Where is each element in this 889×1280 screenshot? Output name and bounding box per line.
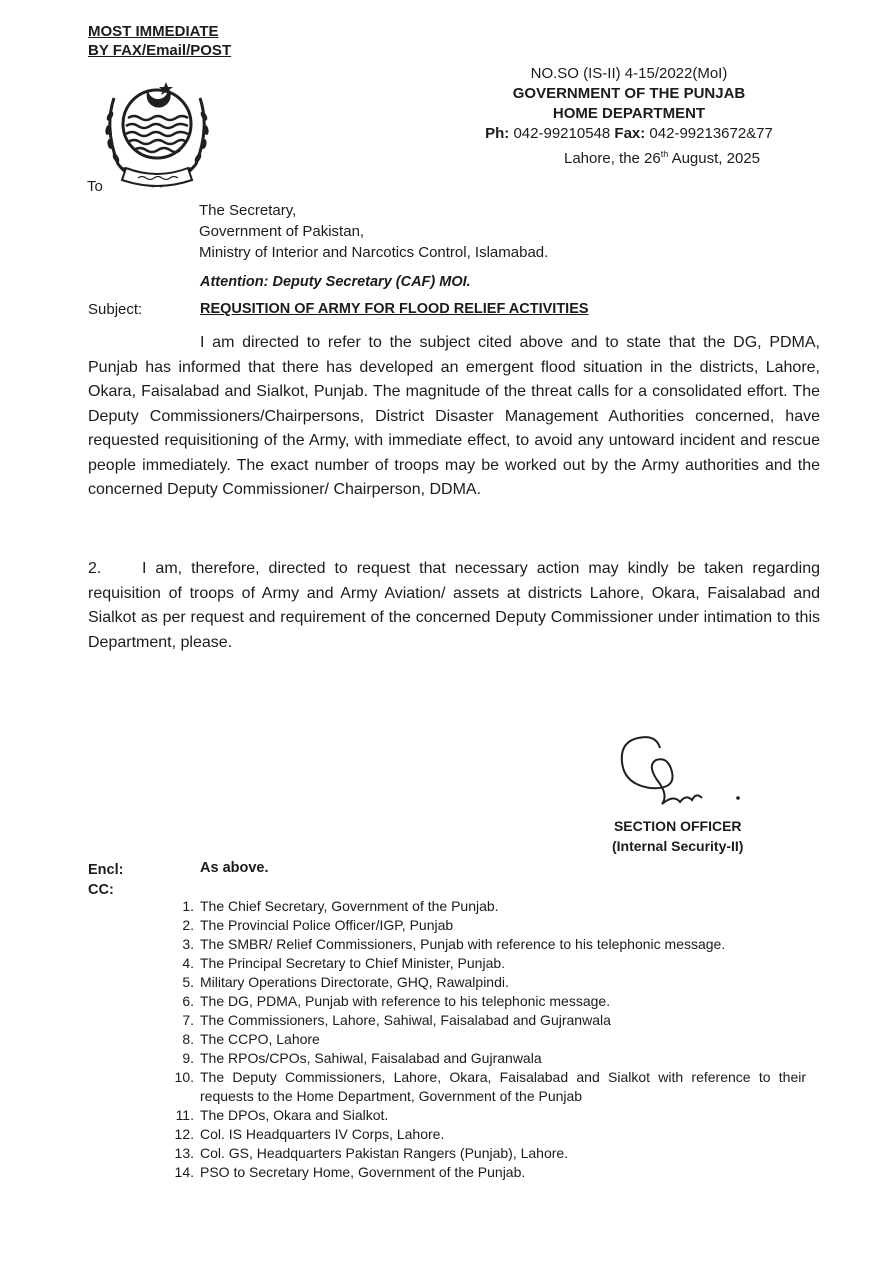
fax-number: 042-99213672&77 — [649, 125, 773, 142]
addressee-line: Government of Pakistan, — [199, 223, 365, 240]
signature-block — [612, 816, 743, 856]
fax-label: Fax: — [614, 125, 646, 142]
delivery-label: BY FAX/Email/POST — [88, 42, 232, 59]
cc-label: CC: — [88, 882, 114, 898]
priority-label: MOST IMMEDIATE — [88, 23, 219, 40]
signatory-unit: (Internal Security-II) — [612, 838, 744, 854]
letter-date: Lahore, the 26th August, 2025 — [563, 149, 760, 167]
list-item: 5. Military Operations Directorate, GHQ, Rawalpindi. — [182, 974, 509, 990]
list-item: 10. The Deputy Commissioners, Lahore, Okara, Faisalabad and Sialkot with reference to their requests to the Home Department, Government of the Punjab — [174, 1069, 806, 1104]
list-item: 8. The CCPO, Lahore — [182, 1031, 320, 1047]
list-item: 11. The DPOs, Okara and Sialkot. — [175, 1107, 389, 1123]
subject-text: REQUSITION OF ARMY FOR FLOOD RELIEF ACTIVITIES — [200, 301, 589, 317]
enclosure-labels — [88, 860, 123, 900]
subject-label: Subject: — [88, 301, 143, 318]
addressee-line: The Secretary, — [199, 202, 297, 219]
body-paragraph-2 — [88, 557, 820, 655]
to-label: To — [87, 178, 103, 195]
letterhead — [468, 64, 790, 169]
government-name: GOVERNMENT OF THE PUNJAB — [512, 85, 746, 102]
enclosure-value: As above. — [200, 860, 269, 876]
list-item: 2. The Provincial Police Officer/IGP, Punjab — [182, 917, 454, 933]
list-item: 4. The Principal Secretary to Chief Minister, Punjab. — [182, 955, 506, 971]
paragraph-text: I am, therefore, directed to request that necessary action may kindly be taken regarding requisition of troops of Army and Army Aviation/ assets at districts Lahore, Okara, Faisalabad and Sialkot as per request and requirement of the concerned Deputy Commissioner under intimation to this Department, please. — [88, 560, 820, 651]
addressee-block — [199, 200, 548, 263]
list-item: 1. The Chief Secretary, Government of the Punjab. — [182, 898, 499, 914]
phone-number: 042-99210548 — [513, 125, 611, 142]
handwritten-signature — [616, 732, 756, 812]
attention-line: Attention: Deputy Secretary (CAF) MOI. — [200, 274, 471, 290]
contact-line — [468, 124, 790, 144]
list-item: 13. Col. GS, Headquarters Pakistan Rangers (Punjab), Lahore. — [174, 1145, 569, 1161]
signatory-title: SECTION OFFICER — [613, 818, 742, 834]
addressee-line: Ministry of Interior and Narcotics Control, Islamabad. — [199, 244, 549, 261]
list-item: 9. The RPOs/CPOs, Sahiwal, Faisalabad and Gujranwala — [182, 1050, 542, 1066]
cc-list — [166, 897, 806, 1182]
phone-label: Ph: — [485, 125, 510, 142]
list-item: 6. The DG, PDMA, Punjab with reference to his telephonic message. — [182, 993, 611, 1009]
list-item: 12. Col. IS Headquarters IV Corps, Lahore. — [174, 1126, 445, 1142]
enclosure-label: Encl: — [88, 862, 124, 878]
paragraph-number: 2. — [88, 560, 102, 577]
list-item: 14. PSO to Secretary Home, Government of the Punjab. — [174, 1164, 526, 1180]
list-item: 7. The Commissioners, Lahore, Sahiwal, Faisalabad and Gujranwala — [182, 1012, 611, 1028]
list-item: 3. The SMBR/ Relief Commissioners, Punjab with reference to his telephonic message. — [182, 936, 726, 952]
department-name: HOME DEPARTMENT — [552, 105, 706, 122]
reference-number: NO.SO (IS-II) 4-15/2022(MoI) — [530, 65, 728, 82]
punjab-government-emblem-icon — [96, 68, 218, 192]
priority-header — [88, 22, 231, 60]
body-paragraph-1: I am directed to refer to the subject cited above and to state that the DG, PDMA, Punjab has informed that there has developed an emergent flood situation in the districts, Lahore, Okara, Faisalabad and Sialkot, Punjab. The magnitude of the threat calls for a consolidated effort. The Deputy Commissioners/Chairpersons, District Disaster Management Authorities concerned, have requested requisitioning of the Army, with immediate effect, to avoid any untoward incident and rescue people immediately. The exact number of troops may be worked out by the Army authorities and the concerned Deputy Commissioner/ Chairperson, DDMA. — [88, 334, 820, 498]
